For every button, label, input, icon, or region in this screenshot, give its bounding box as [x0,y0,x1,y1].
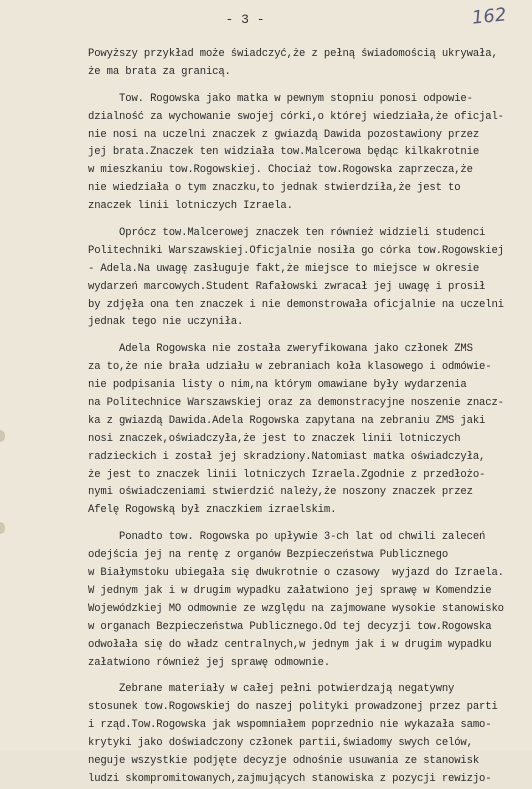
paragraph-gap [88,216,530,225]
text-line: neguje wszystkie podjęte decyzje odnośnie usuwania ze stanowisk [88,754,480,767]
text-line: ludzi skompromitowanych,zajmujących stanowiska z pozycji rewizjo- [88,772,492,785]
punch-hole [0,522,5,534]
text-line: jednak tego nie uczyniła. [88,316,244,329]
paragraph-gap [88,520,530,529]
paragraph-gap [88,672,530,681]
text-line: i rząd.Tow.Rogowska jak wspomniałem poprzednio nie wykazała samo- [88,719,492,732]
archive-number: 162 [470,4,508,29]
text-line: Zebrane materiały w całej pełni potwierdzają negatywny [88,683,455,696]
text-line: W jednym jak i w drugim wypadku załatwiono jej sprawę w Komendzie [88,584,492,597]
text-line: że ma brata za granicą. [88,65,231,78]
text-line: ka z gwiazdą Dawida.Adela Rogowska zapytana na zebraniu ZMS jaki [88,414,486,427]
text-line: stosunek tow.Rogowskiej do naszej polityki prowadzonej przez parti [88,701,498,714]
text-line: znaczek linii lotniczych Izraela. [88,200,293,213]
text-line: Oprócz tow.Malcerowej znaczek ten również widzieli studenci [88,227,486,240]
text-line: nie podpisania listy o nim,na którym omawiane były wydarzenia [88,379,467,392]
text-line: radzieckich i został jej skradziony.Natomiast matka oświadczyła, [88,450,486,463]
text-line: nosi znaczek,oświadczyła,że jest to znaczek linii lotniczych [88,432,461,445]
text-line: w mieszkaniu tow.Rogowskiej. Chociaż tow.Rogowska zaprzecza,że [88,164,473,177]
text-line: Afelę Rogowską był znaczkiem izraelskim. [88,504,337,517]
text-line: nymi oświadczeniami stwierdzić należy,że noszony znaczek przez [88,486,473,499]
text-line: w Białymstoku ubiegała się dwukrotnie o czasowy wyjazd do Izraela. [88,567,504,580]
text-line: - Adela.Na uwagę zasługuje fakt,że miejsce to miejsce w okresie [88,262,480,275]
text-line: w organach Bezpieczeństwa Publicznego.Od tej decyzji tow.Rogowska [88,620,492,633]
paragraph-gap [88,82,530,91]
text-line: Adela Rogowska nie została zweryfikowana jako członek ZMS [88,343,473,356]
text-line: Politechniki Warszawskiej.Oficjalnie nosiła go córka tow.Rogowskiej [88,244,504,257]
page-number: - 3 - [225,12,265,27]
text-line: Powyższy przykład może świadczyć,że z pełną świadomością ukrywała, [88,48,498,60]
document-body [88,46,530,789]
text-line: wydarzeń marcowych.Student Rafałowski zwracał jej uwagę i prosił [88,280,486,293]
text-line: Ponadto tow. Rogowska po upływie 3-ch lat od chwili zaleceń [88,531,486,544]
text-line: odwołała się do władz centralnych,w jednym jak i w drugim wypadku [88,638,492,651]
text-line: dzialność za wychowanie swojej córki,o której wiedziała,że oficjal- [88,110,504,123]
text-line: nie nosi na uczelni znaczek z gwiazdą Dawida pozostawiony przez [88,128,480,141]
text-line: by zdjęła ona ten znaczek i nie demonstrowała oficjalnie na uczelni [88,298,504,311]
text-line: załatwiono również jej sprawę odmownie. [88,656,331,669]
paragraph-gap [88,332,530,341]
text-line: Tow. Rogowska jako matka w pewnym stopniu ponosi odpowie- [88,92,473,105]
text-line: odejścia jej na rentę z organów Bezpieczeństwa Publicznego [88,549,449,562]
text-line: nie wiedziała o tym znaczku,to jednak stwierdziła,że jest to [88,182,461,195]
punch-hole [0,430,5,442]
text-line: na Politechnice Warszawskiej oraz za demonstracyjne noszenie znacz- [88,397,504,410]
text-line: za to,że nie brała udziału w zebraniach koła klasowego i odmówie- [88,361,492,374]
text-line: Wojewódzkiej MO odmownie ze względu na zajmowane wysokie stanowisko [88,602,504,615]
text-line: że jest to znaczek linii lotniczych Izraela.Zgodnie z przedłożo- [88,468,486,481]
text-line: krytyki jako doświadczony członek partii,świadomy swych celów, [88,737,473,750]
text-line: jej brata.Znaczek ten widziała tow.Malcerowa będąc kilkakrotnie [88,146,480,159]
